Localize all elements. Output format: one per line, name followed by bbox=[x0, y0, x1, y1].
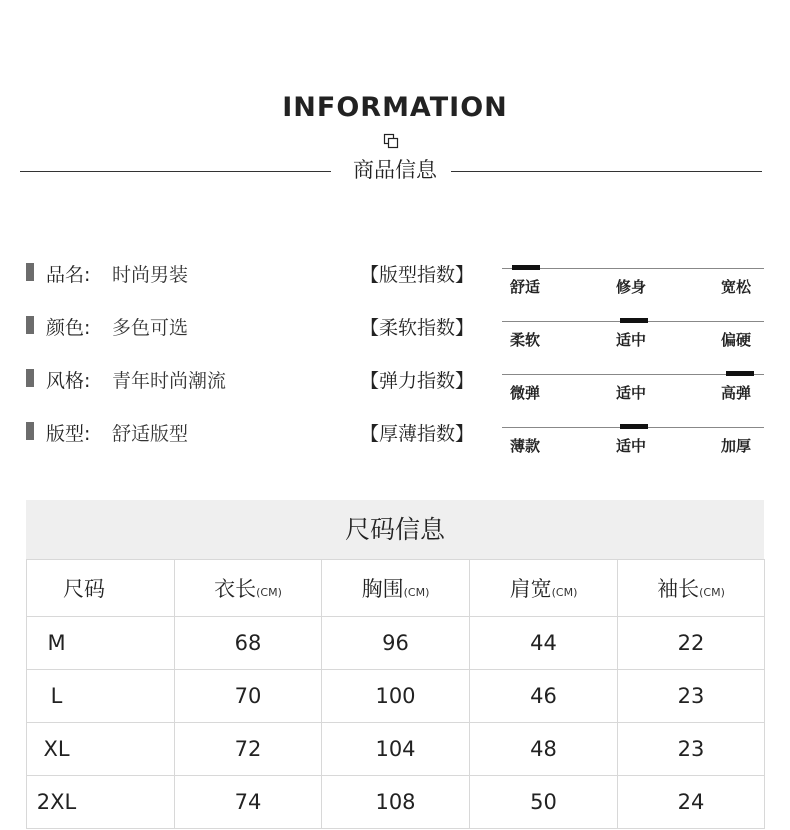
index-label-softness: 【柔软指数】 bbox=[360, 317, 475, 339]
scale-softness bbox=[502, 319, 764, 353]
header-label: 袖长 bbox=[657, 577, 700, 601]
table-row bbox=[27, 723, 765, 776]
scale-line bbox=[502, 268, 764, 269]
scale-label-low: 柔软 bbox=[510, 331, 541, 349]
scale-indicator bbox=[620, 318, 648, 323]
scale-elasticity bbox=[502, 372, 764, 406]
table-header-row bbox=[27, 560, 765, 617]
header-cell bbox=[618, 560, 765, 617]
info-value: 时尚男装 bbox=[112, 264, 189, 286]
table-cell: 50 bbox=[470, 776, 618, 829]
header-label: 胸围 bbox=[361, 577, 404, 601]
table-cell: 48 bbox=[470, 723, 618, 776]
section-subtitle: 商品信息 bbox=[353, 158, 437, 182]
table-cell: 44 bbox=[470, 617, 618, 670]
size-cell: 2XL bbox=[27, 776, 175, 829]
bullet-bar bbox=[26, 369, 34, 387]
bullet-bar bbox=[26, 263, 34, 281]
size-info-section bbox=[26, 500, 764, 830]
size-cell: M bbox=[27, 617, 175, 670]
header-unit: (CM) bbox=[551, 586, 578, 599]
table-row bbox=[27, 776, 765, 829]
table-cell: 46 bbox=[470, 670, 618, 723]
table-cell: 104 bbox=[322, 723, 470, 776]
scale-label-mid: 适中 bbox=[616, 384, 647, 402]
index-label-fit: 【版型指数】 bbox=[360, 264, 475, 286]
header-divider-right bbox=[451, 171, 762, 172]
size-table-title: 尺码信息 bbox=[26, 500, 764, 559]
info-value: 多色可选 bbox=[112, 317, 189, 339]
header-label: 衣长 bbox=[214, 577, 257, 601]
header-unit: (CM) bbox=[256, 586, 282, 599]
size-table bbox=[26, 559, 765, 829]
table-cell: 23 bbox=[618, 670, 765, 723]
index-label-thickness: 【厚薄指数】 bbox=[360, 423, 475, 445]
info-key: 品名: bbox=[46, 264, 91, 286]
table-cell: 22 bbox=[618, 617, 765, 670]
header-cell bbox=[27, 560, 175, 617]
section-title: INFORMATION bbox=[282, 92, 508, 123]
scale-label-mid: 适中 bbox=[616, 437, 647, 455]
info-key: 颜色: bbox=[46, 317, 91, 339]
scale-label-low: 舒适 bbox=[510, 278, 541, 296]
scale-indicator bbox=[620, 424, 648, 429]
header-cell bbox=[175, 560, 322, 617]
info-key: 版型: bbox=[46, 423, 91, 445]
squares-icon bbox=[383, 133, 399, 149]
table-cell: 108 bbox=[322, 776, 470, 829]
bullet-bar bbox=[26, 316, 34, 334]
scale-indicator bbox=[512, 265, 540, 270]
table-cell: 74 bbox=[175, 776, 322, 829]
table-cell: 100 bbox=[322, 670, 470, 723]
table-cell: 96 bbox=[322, 617, 470, 670]
header-label: 尺码 bbox=[63, 577, 105, 601]
header-cell bbox=[470, 560, 618, 617]
header-cell bbox=[322, 560, 470, 617]
header-unit: (CM) bbox=[699, 586, 725, 599]
info-value: 青年时尚潮流 bbox=[112, 370, 227, 392]
table-cell: 68 bbox=[175, 617, 322, 670]
table-cell: 72 bbox=[175, 723, 322, 776]
bullet-bar bbox=[26, 422, 34, 440]
header-unit: (CM) bbox=[403, 586, 430, 599]
scale-thickness bbox=[502, 425, 764, 459]
scale-label-high: 宽松 bbox=[721, 278, 752, 296]
info-value: 舒适版型 bbox=[112, 423, 189, 445]
header-label: 肩宽 bbox=[509, 577, 552, 601]
scale-fit bbox=[502, 266, 764, 300]
scale-indicator bbox=[726, 371, 754, 376]
table-cell: 24 bbox=[618, 776, 765, 829]
scale-label-high: 偏硬 bbox=[721, 331, 752, 349]
scale-label-mid: 修身 bbox=[616, 278, 647, 296]
size-cell: XL bbox=[27, 723, 175, 776]
table-row bbox=[27, 670, 765, 723]
table-row bbox=[27, 617, 765, 670]
scale-line bbox=[502, 374, 764, 375]
scale-label-low: 微弹 bbox=[510, 384, 541, 402]
size-cell: L bbox=[27, 670, 175, 723]
table-cell: 23 bbox=[618, 723, 765, 776]
index-label-elasticity: 【弹力指数】 bbox=[360, 370, 475, 392]
scale-label-mid: 适中 bbox=[616, 331, 647, 349]
scale-label-high: 高弹 bbox=[721, 384, 752, 402]
scale-label-high: 加厚 bbox=[721, 437, 752, 455]
info-key: 风格: bbox=[46, 370, 91, 392]
scale-label-low: 薄款 bbox=[510, 437, 541, 455]
table-cell: 70 bbox=[175, 670, 322, 723]
